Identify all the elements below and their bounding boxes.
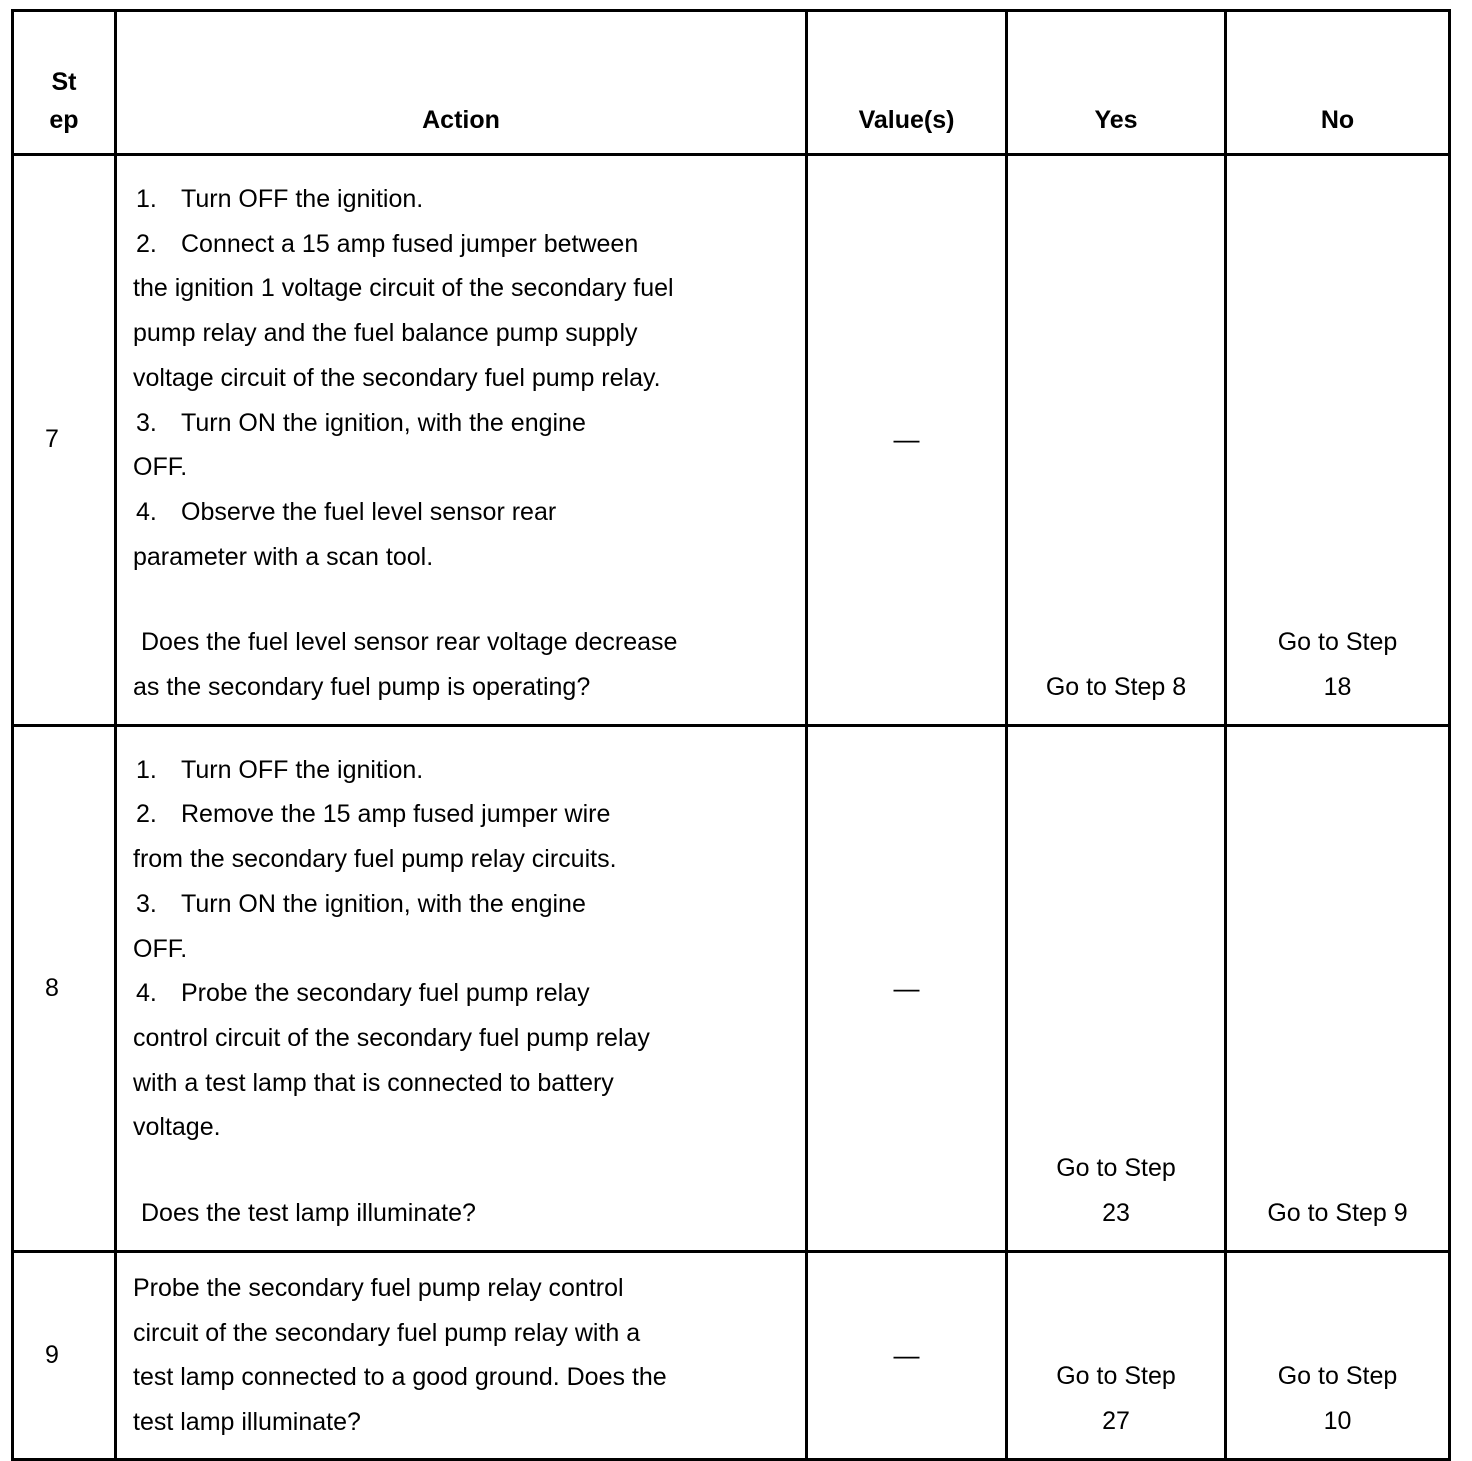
step-number: 7 <box>13 155 116 726</box>
diagnostic-steps-table <box>11 9 1451 1461</box>
action-question: Does the fuel level sensor rear voltage decrease <box>141 628 678 657</box>
action-line: 2. Connect a 15 amp fused jumper between <box>136 229 639 258</box>
header-no: No <box>1226 11 1450 155</box>
yes-cell: Go to Step 8 <box>1007 155 1226 726</box>
yes-cell: Go to Step 23 <box>1007 725 1226 1251</box>
action-line: Probe the secondary fuel pump relay control <box>133 1273 624 1302</box>
header-row <box>13 11 1450 155</box>
action-line: 1. Turn OFF the ignition. <box>136 185 424 213</box>
action-line: from the secondary fuel pump relay circuits. <box>133 845 617 874</box>
no-cell: Go to Step 18 <box>1226 155 1450 726</box>
header-values: Value(s) <box>807 11 1007 155</box>
action-question: Does the test lamp illuminate? <box>141 1199 476 1228</box>
action-line: parameter with a scan tool. <box>133 542 434 571</box>
action-line: 2. Remove the 15 amp fused jumper wire <box>136 800 611 829</box>
value-cell: — <box>807 1251 1007 1459</box>
table-row <box>13 1251 1450 1459</box>
action-line: OFF. <box>133 453 188 482</box>
header-step: St ep <box>13 11 116 155</box>
yes-cell: Go to Step 27 <box>1007 1251 1226 1459</box>
no-cell: Go to Step 10 <box>1226 1251 1450 1459</box>
action-line: 3. Turn ON the ignition, with the engine <box>136 408 586 437</box>
action-line: 3. Turn ON the ignition, with the engine <box>136 889 586 918</box>
action-question: as the secondary fuel pump is operating? <box>133 673 591 702</box>
action-line: 1. Turn OFF the ignition. <box>136 755 424 784</box>
action-line: circuit of the secondary fuel pump relay with a <box>133 1318 641 1347</box>
table-row <box>13 725 1450 1251</box>
header-yes: Yes <box>1007 11 1226 155</box>
action-line: voltage circuit of the secondary fuel pump relay. <box>133 363 661 392</box>
action-line: voltage. <box>133 1113 221 1142</box>
action-line: 4. Observe the fuel level sensor rear <box>136 497 557 526</box>
action-line: test lamp illuminate? <box>133 1407 361 1436</box>
action-line: 4. Probe the secondary fuel pump relay <box>136 979 590 1008</box>
no-cell: Go to Step 9 <box>1226 725 1450 1251</box>
header-action: Action <box>116 11 807 155</box>
value-cell: — <box>807 725 1007 1251</box>
action-line: the ignition 1 voltage circuit of the secondary fuel <box>133 274 674 303</box>
action-line: with a test lamp that is connected to battery <box>133 1068 614 1097</box>
action-cell <box>116 725 807 1251</box>
value-cell: — <box>807 155 1007 726</box>
action-cell <box>116 1251 807 1459</box>
action-line: OFF. <box>133 934 188 963</box>
action-line: pump relay and the fuel balance pump supply <box>133 319 638 348</box>
action-line: test lamp connected to a good ground. Does the <box>133 1363 667 1392</box>
action-cell <box>116 155 807 726</box>
action-line: control circuit of the secondary fuel pump relay <box>133 1023 650 1052</box>
table-row <box>13 155 1450 726</box>
step-number: 9 <box>13 1251 116 1459</box>
step-number: 8 <box>13 725 116 1251</box>
